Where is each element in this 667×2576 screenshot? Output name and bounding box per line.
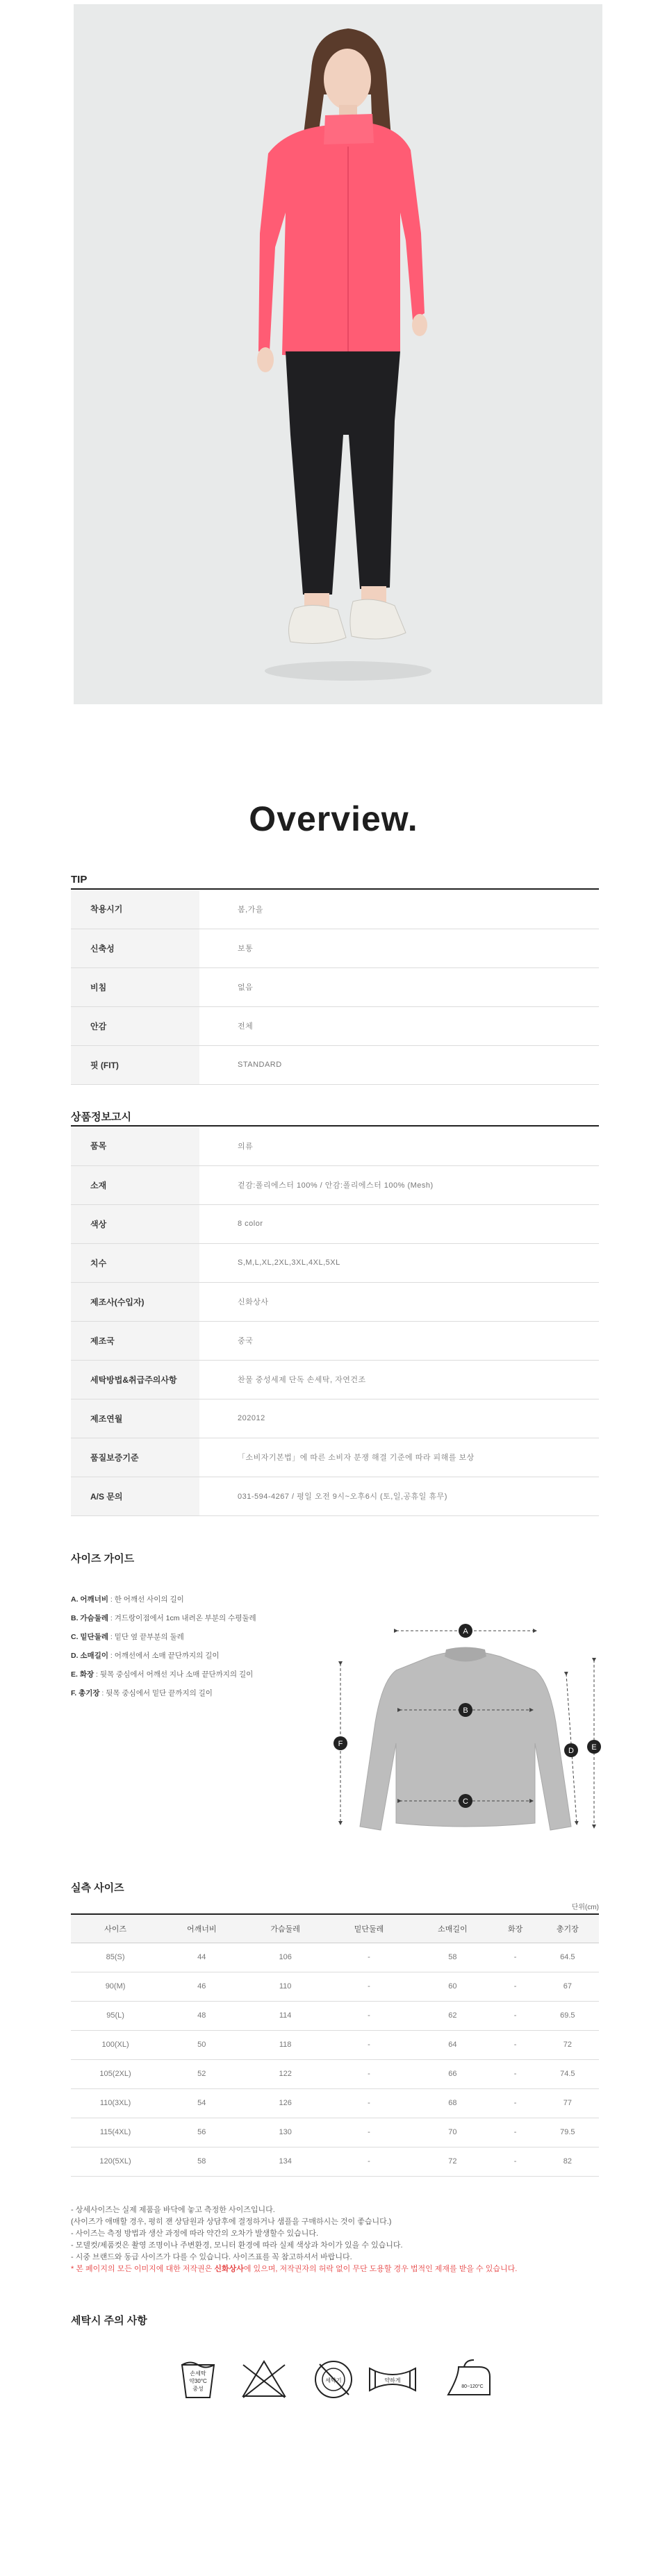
table-row xyxy=(71,2001,599,2030)
list-item xyxy=(71,1647,256,1665)
measure-label: C. 밑단둘레 xyxy=(71,1633,108,1641)
care-icons xyxy=(174,2354,500,2403)
table-cell: 105(2XL) xyxy=(71,2059,160,2088)
table-cell: 118 xyxy=(243,2030,327,2059)
no-bleach-icon xyxy=(243,2361,285,2398)
measure-desc: : 뒷목 중심에서 어깨선 지나 소매 끝단까지의 길이 xyxy=(94,1670,254,1679)
svg-text:중성: 중성 xyxy=(192,2386,204,2392)
table-cell: 44 xyxy=(160,1943,243,1972)
table-cell: - xyxy=(495,2118,536,2147)
list-item xyxy=(71,1609,256,1628)
table-row xyxy=(71,967,599,1006)
table-cell: - xyxy=(327,2118,411,2147)
table-row xyxy=(71,1282,599,1321)
marker-d xyxy=(564,1743,578,1757)
table-cell: 77 xyxy=(536,2088,599,2118)
table-row xyxy=(71,1477,599,1515)
tip-key: 신축성 xyxy=(71,929,199,967)
measure-desc: : 어깨선에서 소매 끝단까지의 길이 xyxy=(108,1652,220,1660)
table-cell: 110 xyxy=(243,1972,327,2001)
table-row xyxy=(71,2059,599,2088)
info-value: S,M,L,XL,2XL,3XL,4XL,5XL xyxy=(199,1243,599,1282)
table-row xyxy=(71,1204,599,1243)
table-row xyxy=(71,890,599,929)
info-key: 세탁방법&취급주의사항 xyxy=(71,1360,199,1399)
table-row xyxy=(71,2147,599,2176)
svg-text:B: B xyxy=(463,1706,468,1715)
table-cell: - xyxy=(327,2059,411,2088)
measure-label: A. 어깨너비 xyxy=(71,1595,108,1604)
table-row xyxy=(71,1165,599,1204)
table-cell: 46 xyxy=(160,1972,243,2001)
table-row xyxy=(71,1127,599,1165)
table-row xyxy=(71,2088,599,2118)
tip-key: 안감 xyxy=(71,1006,199,1045)
measure-desc: : 밑단 옆 끝부분의 둘레 xyxy=(108,1633,184,1641)
table-cell: 52 xyxy=(160,2059,243,2088)
measure-label: D. 소매길이 xyxy=(71,1652,108,1660)
size-guide-title: 사이즈 가이드 xyxy=(71,1553,135,1565)
iron-icon xyxy=(448,2360,490,2395)
table-cell: 134 xyxy=(243,2147,327,2176)
table-row xyxy=(71,1360,599,1399)
info-key: 치수 xyxy=(71,1243,199,1282)
list-item xyxy=(71,1684,256,1703)
col-header: 가슴둘레 xyxy=(243,1914,327,1943)
table-row xyxy=(71,929,599,967)
table-cell: 70 xyxy=(411,2118,494,2147)
table-cell: 100(XL) xyxy=(71,2030,160,2059)
col-header: 화장 xyxy=(495,1914,536,1943)
table-cell: 67 xyxy=(536,1972,599,2001)
note-line: - 사이즈는 측정 방법과 생산 과정에 따라 약간의 오차가 발생할수 있습니다. xyxy=(71,2229,319,2238)
info-key: 품질보증기준 xyxy=(71,1438,199,1477)
measure-label: E. 화장 xyxy=(71,1670,94,1679)
copyright-brand: 신화상사 xyxy=(214,2265,244,2273)
size-guide-list xyxy=(71,1590,256,1703)
tip-value: 봄,가을 xyxy=(199,890,599,929)
col-header: 사이즈 xyxy=(71,1914,160,1943)
list-item xyxy=(71,1628,256,1647)
table-cell: 122 xyxy=(243,2059,327,2088)
table-cell: - xyxy=(495,2030,536,2059)
tip-table xyxy=(71,890,599,1085)
info-key: 제조연월 xyxy=(71,1399,199,1438)
table-cell: 54 xyxy=(160,2088,243,2118)
product-info-title: 상품정보고시 xyxy=(71,1111,131,1123)
table-row xyxy=(71,1006,599,1045)
svg-text:약하게: 약하게 xyxy=(384,2377,401,2384)
size-table xyxy=(71,1913,599,2177)
info-key: 소재 xyxy=(71,1165,199,1204)
note-line: (사이즈가 애매할 경우, 평히 잰 상담원과 상담후에 결정하거나 샘플을 구매하시는 것이 좋습니다.) xyxy=(71,2218,392,2226)
table-cell: 114 xyxy=(243,2001,327,2030)
info-value: 031-594-4267 / 평일 오전 9시~오후6시 (토,일,공휴일 휴무) xyxy=(199,1477,599,1515)
info-key: 품목 xyxy=(71,1127,199,1165)
svg-text:80~120°C: 80~120°C xyxy=(461,2384,484,2389)
tip-value: 보통 xyxy=(199,929,599,967)
table-cell: 64.5 xyxy=(536,1943,599,1972)
table-cell: 69.5 xyxy=(536,2001,599,2030)
measure-desc: : 뒷목 중심에서 밑단 끝까지의 길이 xyxy=(99,1689,213,1697)
col-header: 총기장 xyxy=(536,1914,599,1943)
table-cell: - xyxy=(495,2059,536,2088)
note-line: - 상세사이즈는 실제 제품을 바닥에 놓고 측정한 사이즈입니다. xyxy=(71,2206,275,2214)
info-value: 202012 xyxy=(199,1399,599,1438)
table-cell: - xyxy=(495,2147,536,2176)
measure-desc: : 한 어깨선 사이의 길이 xyxy=(108,1595,184,1604)
tip-value: 없음 xyxy=(199,967,599,1006)
table-cell: 72 xyxy=(536,2030,599,2059)
info-key: A/S 문의 xyxy=(71,1477,199,1515)
table-cell: 95(L) xyxy=(71,2001,160,2030)
table-cell: 85(S) xyxy=(71,1943,160,1972)
col-header: 소매길이 xyxy=(411,1914,494,1943)
marker-a xyxy=(459,1624,472,1638)
svg-text:손세탁: 손세탁 xyxy=(190,2370,206,2377)
table-row xyxy=(71,1972,599,2001)
measure-desc: : 겨드랑이점에서 1cm 내려온 부분의 수평둘레 xyxy=(108,1614,256,1622)
info-value: 중국 xyxy=(199,1321,599,1360)
table-cell: - xyxy=(327,2030,411,2059)
info-value: 의류 xyxy=(199,1127,599,1165)
care-title: 세탁시 주의 사항 xyxy=(71,2315,147,2327)
actual-size-title: 실측 사이즈 xyxy=(71,1882,124,1894)
info-value: 신화상사 xyxy=(199,1282,599,1321)
table-cell: 62 xyxy=(411,2001,494,2030)
table-cell: 66 xyxy=(411,2059,494,2088)
table-cell: 58 xyxy=(411,1943,494,1972)
info-key: 색상 xyxy=(71,1204,199,1243)
table-cell: 56 xyxy=(160,2118,243,2147)
table-cell: - xyxy=(495,1972,536,2001)
table-cell: 48 xyxy=(160,2001,243,2030)
table-cell: - xyxy=(327,2147,411,2176)
size-notes xyxy=(71,2204,517,2275)
jacket-measurement-diagram xyxy=(327,1618,604,1847)
measure-label: B. 가슴둘레 xyxy=(71,1614,108,1622)
svg-text:약30°C: 약30°C xyxy=(189,2378,207,2384)
tip-key: 핏 (FIT) xyxy=(71,1045,199,1084)
table-row xyxy=(71,1438,599,1477)
table-cell: 79.5 xyxy=(536,2118,599,2147)
info-key: 제조국 xyxy=(71,1321,199,1360)
product-photo xyxy=(74,4,602,704)
table-row xyxy=(71,2118,599,2147)
list-item xyxy=(71,1590,256,1609)
table-cell: 68 xyxy=(411,2088,494,2118)
table-row xyxy=(71,1943,599,1972)
marker-f xyxy=(334,1736,347,1750)
table-cell: - xyxy=(495,2088,536,2118)
table-cell: 60 xyxy=(411,1972,494,2001)
table-row xyxy=(71,1243,599,1282)
tip-title: TIP xyxy=(71,874,88,886)
copyright-suffix: 에 있으며, 저작권자의 허락 없이 무단 도용할 경우 법적인 제재를 받을 수 있습니다. xyxy=(243,2265,518,2273)
table-cell: 106 xyxy=(243,1943,327,1972)
table-cell: 82 xyxy=(536,2147,599,2176)
unit-label: 단위(cm) xyxy=(571,1904,599,1911)
list-item xyxy=(71,1665,256,1684)
info-value: 「소비자기본법」에 따른 소비자 분쟁 해결 기준에 따라 피해를 보상 xyxy=(199,1438,599,1477)
info-value: 겉감:폴리에스터 100% / 안감:폴리에스터 100% (Mesh) xyxy=(199,1165,599,1204)
copyright-note xyxy=(71,2263,517,2275)
table-row xyxy=(71,2030,599,2059)
product-info-table xyxy=(71,1127,599,1516)
tip-key: 비침 xyxy=(71,967,199,1006)
table-cell: 115(4XL) xyxy=(71,2118,160,2147)
table-cell: - xyxy=(327,1972,411,2001)
table-cell: 74.5 xyxy=(536,2059,599,2088)
measure-label: F. 총기장 xyxy=(71,1689,100,1697)
table-cell: 50 xyxy=(160,2030,243,2059)
overview-title: Overview. xyxy=(249,799,418,838)
copyright-prefix: * 본 페이지의 모든 이미지에 대한 저작권은 xyxy=(71,2265,215,2273)
table-cell: 58 xyxy=(160,2147,243,2176)
table-cell: 126 xyxy=(243,2088,327,2118)
svg-text:E: E xyxy=(591,1743,597,1752)
no-tumble-dry-icon xyxy=(315,2361,352,2398)
svg-text:세탁기: 세탁기 xyxy=(325,2377,342,2384)
table-row xyxy=(71,1399,599,1438)
tip-value: STANDARD xyxy=(199,1045,599,1084)
hand-wash-icon xyxy=(182,2363,214,2398)
table-cell: 72 xyxy=(411,2147,494,2176)
table-cell: 130 xyxy=(243,2118,327,2147)
table-cell: - xyxy=(327,1943,411,1972)
table-row xyxy=(71,1321,599,1360)
info-key: 제조사(수입자) xyxy=(71,1282,199,1321)
table-cell: 110(3XL) xyxy=(71,2088,160,2118)
table-cell: 120(5XL) xyxy=(71,2147,160,2176)
tip-value: 전체 xyxy=(199,1006,599,1045)
table-header-row xyxy=(71,1914,599,1943)
table-cell: - xyxy=(327,2088,411,2118)
table-cell: 90(M) xyxy=(71,1972,160,2001)
svg-text:C: C xyxy=(463,1797,468,1806)
info-value: 찬물 중성세제 단독 손세탁, 자연건조 xyxy=(199,1360,599,1399)
note-line: - 시중 브랜드와 동급 사이즈가 다를 수 있습니다. 사이즈표를 꼭 참고하셔서 바랍니다. xyxy=(71,2253,352,2261)
note-line: - 모델컷/제품컷은 촬영 조명이나 주변환경, 모니터 환경에 따라 실제 색상과 차이가 있을 수 있습니다. xyxy=(71,2241,403,2250)
col-header: 밑단둘레 xyxy=(327,1914,411,1943)
table-row xyxy=(71,1045,599,1084)
table-cell: - xyxy=(327,2001,411,2030)
info-value: 8 color xyxy=(199,1204,599,1243)
svg-text:A: A xyxy=(463,1627,468,1636)
svg-text:F: F xyxy=(338,1740,343,1748)
svg-text:D: D xyxy=(568,1747,574,1755)
table-cell: 64 xyxy=(411,2030,494,2059)
marker-e xyxy=(587,1740,601,1754)
wring-gently-icon xyxy=(370,2368,415,2391)
col-header: 어깨너비 xyxy=(160,1914,243,1943)
marker-b xyxy=(459,1703,472,1717)
marker-c xyxy=(459,1794,472,1808)
table-cell: - xyxy=(495,2001,536,2030)
table-cell: - xyxy=(495,1943,536,1972)
tip-key: 착용시기 xyxy=(71,890,199,929)
